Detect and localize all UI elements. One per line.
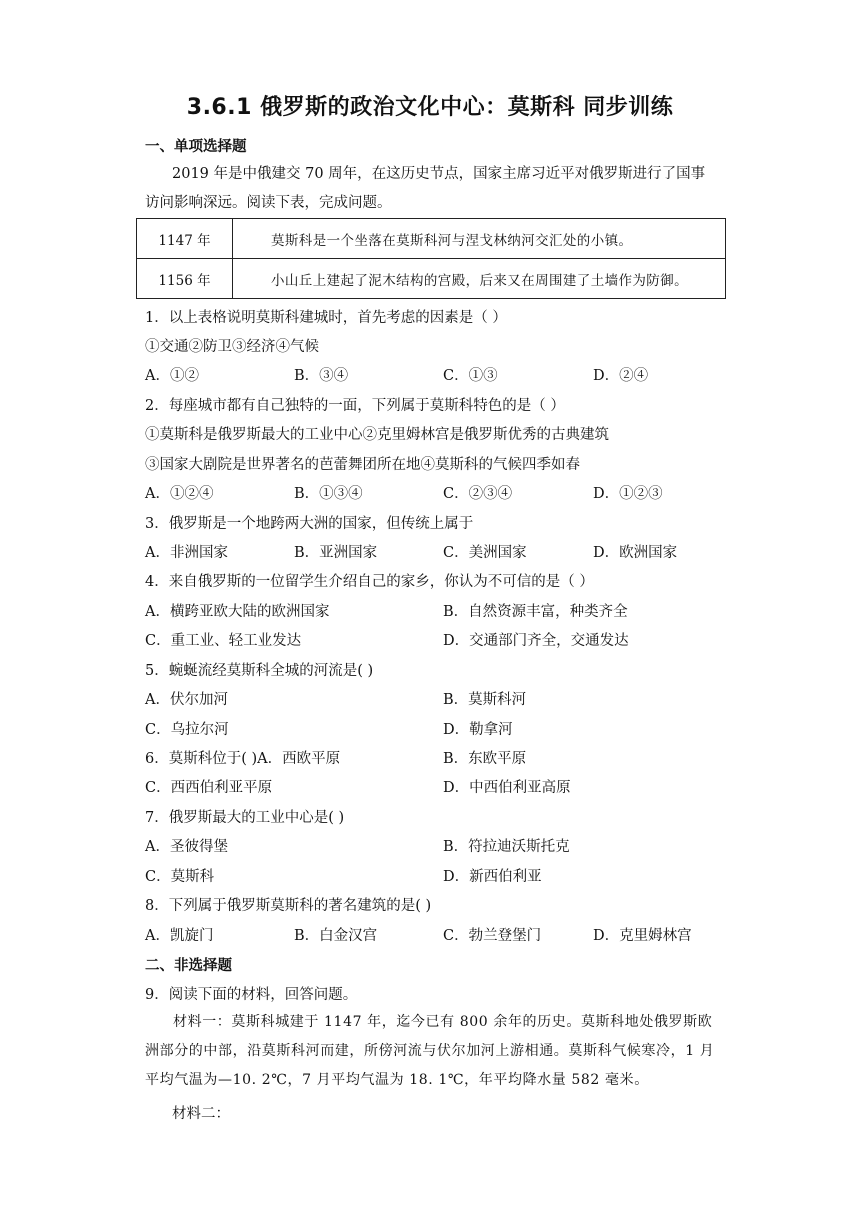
question-6-option-c: C．西西伯利亚平原 [145, 780, 273, 796]
question-4-option-d: D．交通部门齐全，交通发达 [443, 633, 629, 649]
question-6-option-b: B．东欧平原 [443, 751, 527, 767]
question-2-statements-1: ①莫斯科是俄罗斯最大的工业中心②克里姆林宫是俄罗斯优秀的古典建筑 [145, 427, 609, 443]
question-5-option-b: B．莫斯科河 [443, 692, 527, 708]
table-year-cell: 1156 年 [137, 259, 233, 299]
section-heading-single-choice: 一、单项选择题 [145, 139, 247, 155]
question-5-option-d: D．勒拿河 [443, 722, 513, 738]
question-5-option-c: C．乌拉尔河 [145, 722, 229, 738]
question-2-option-a: A．①②④ [145, 486, 214, 502]
table-year-cell: 1147 年 [137, 219, 233, 259]
question-6-stem: 6．莫斯科位于( )A．西欧平原 [145, 751, 341, 767]
intro-line-2: 访问影响深远。阅读下表，完成问题。 [145, 195, 392, 211]
question-3-option-b: B．亚洲国家 [294, 545, 378, 561]
question-4-option-b: B．自然资源丰富，种类齐全 [443, 604, 628, 620]
question-2-option-b: B．①③④ [294, 486, 363, 502]
question-1-option-d: D．②④ [593, 368, 649, 384]
question-7-stem: 7．俄罗斯最大的工业中心是( ) [145, 810, 345, 826]
table-row [137, 219, 726, 259]
question-9-material-1: 材料一：莫斯科城建于 1147 年，迄今已有 800 余年的历史。莫斯科地处俄罗斯欧洲部分的中部，沿莫斯科河而建，所傍河流与伏尔加河上游相通。莫斯科气候寒冷，1 月平均气温为—10. 2℃，7 月平均气温为 18. 1℃，年平均降水量 582 毫米。 [145, 1014, 715, 1088]
question-3-option-c: C．美洲国家 [443, 545, 527, 561]
question-2-stem: 2．每座城市都有自己独特的一面，下列属于莫斯科特色的是（ ） [145, 398, 565, 414]
question-8-option-b: B．白金汉宫 [294, 928, 378, 944]
question-7-option-d: D．新西伯利亚 [443, 869, 542, 885]
question-7-option-c: C．莫斯科 [145, 869, 215, 885]
question-3-option-a: A．非洲国家 [145, 545, 228, 561]
question-9-material-2: 材料二： [172, 1106, 230, 1122]
question-6-option-d: D．中西伯利亚高原 [443, 780, 571, 796]
question-1-statements: ①交通②防卫③经济④气候 [145, 339, 319, 355]
question-8-option-c: C．勃兰登堡门 [443, 928, 542, 944]
question-8-stem: 8．下列属于俄罗斯莫斯科的著名建筑的是( ) [145, 898, 432, 914]
history-table [136, 218, 726, 299]
intro-line-1: 2019 年是中俄建交 70 周年，在这历史节点，国家主席习近平对俄罗斯进行了国事 [172, 166, 706, 182]
section-heading-non-choice: 二、非选择题 [145, 958, 232, 974]
question-1-option-a: A．①② [145, 368, 199, 384]
question-7-option-a: A．圣彼得堡 [145, 839, 228, 855]
question-4-option-c: C．重工业、轻工业发达 [145, 633, 302, 649]
question-7-option-b: B．符拉迪沃斯托克 [443, 839, 570, 855]
question-3-option-d: D．欧洲国家 [593, 545, 678, 561]
question-2-statements-2: ③国家大剧院是世界著名的芭蕾舞团所在地④莫斯科的气候四季如春 [145, 457, 580, 473]
question-2-option-c: C．②③④ [443, 486, 513, 502]
table-text-cell: 莫斯科是一个坐落在莫斯科河与涅戈林纳河交汇处的小镇。 [233, 219, 726, 259]
question-8-option-d: D．克里姆林宫 [593, 928, 692, 944]
question-5-stem: 5．蜿蜒流经莫斯科全城的河流是( ) [145, 663, 374, 679]
question-1-stem: 1．以上表格说明莫斯科建城时，首先考虑的因素是（ ） [145, 310, 507, 326]
question-1-option-c: C．①③ [443, 368, 498, 384]
question-4-stem: 4．来自俄罗斯的一位留学生介绍自己的家乡，你认为不可信的是（ ） [145, 574, 594, 590]
question-1-option-b: B．③④ [294, 368, 349, 384]
question-8-option-a: A．凯旋门 [145, 928, 214, 944]
question-4-option-a: A．横跨亚欧大陆的欧洲国家 [145, 604, 330, 620]
question-9-stem: 9．阅读下面的材料，回答问题。 [145, 987, 358, 1003]
question-5-option-a: A．伏尔加河 [145, 692, 228, 708]
page-title: 3.6.1 俄罗斯的政治文化中心：莫斯科 同步训练 [186, 95, 674, 120]
question-2-option-d: D．①②③ [593, 486, 663, 502]
question-3-stem: 3．俄罗斯是一个地跨两大洲的国家，但传统上属于 [145, 516, 474, 532]
table-text-cell: 小山丘上建起了泥木结构的宫殿，后来又在周围建了土墙作为防御。 [233, 259, 726, 299]
table-row [137, 259, 726, 299]
